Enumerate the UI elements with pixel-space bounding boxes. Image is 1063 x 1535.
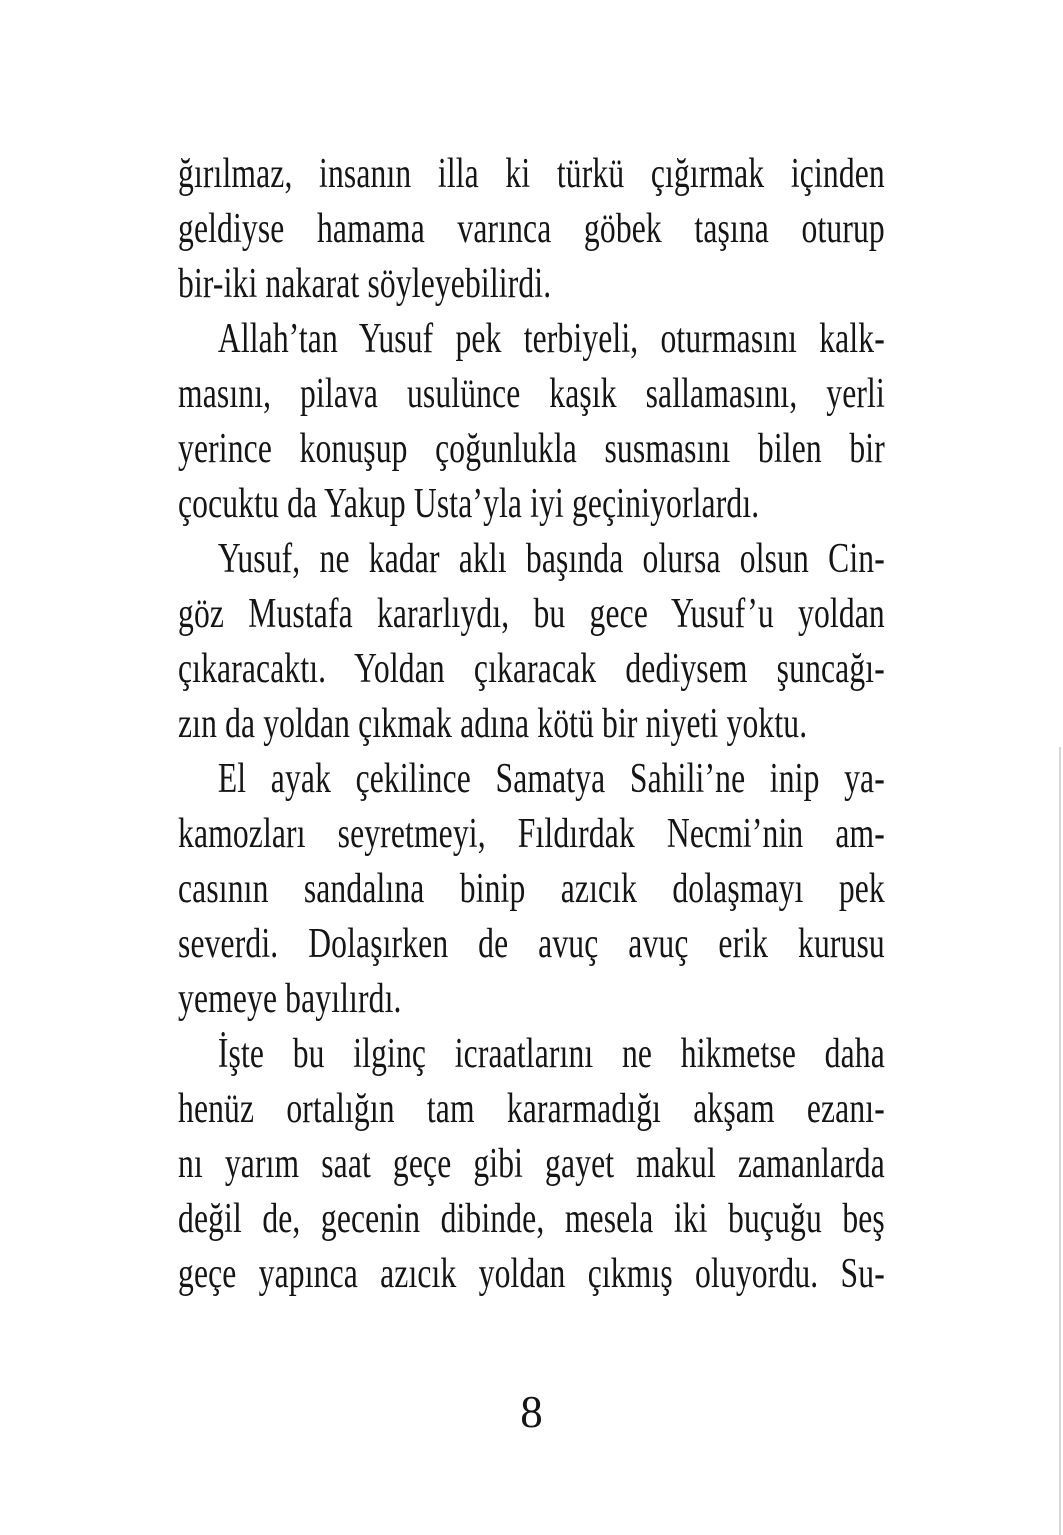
text-line: bir-iki nakarat söyleyebilirdi. [178,261,552,307]
text-line: çıkaracaktı. Yoldan çıkaracak dediysem şuncağı- [178,646,885,692]
text-line: yerince konuşup çoğunlukla susmasını bilen bir [178,426,885,472]
text-line: henüz ortalığın tam kararmadığı akşam ezanı- [178,1086,885,1132]
text-line: casının sandalına binip azıcık dolaşmayı pek [178,866,885,912]
text-line: çocuktu da Yakup Usta’yla iyi geçiniyorlardı. [178,481,760,527]
text-line: El ayak çekilince Samatya Sahili’ne inip ya- [217,756,885,802]
text-line: İşte bu ilginç icraatlarını ne hikmetse daha [217,1031,885,1077]
text-line: Allah’tan Yusuf pek terbiyeli, oturmasını kalk- [217,316,885,362]
text-line: severdi. Dolaşırken de avuç avuç erik kurusu [178,921,885,967]
text-line: göz Mustafa kararlıydı, bu gece Yusuf’u yoldan [178,591,885,637]
page-number: 8 [520,1387,543,1437]
text-line: değil de, gecenin dibinde, mesela iki buçuğu beş [178,1196,885,1242]
page-edge-scan-line [1059,747,1061,1535]
text-line: kamozları seyretmeyi, Fıldırdak Necmi’nin am- [178,811,885,857]
body-text [178,147,885,1302]
text-line: nı yarım saat geçe gibi gayet makul zamanlarda [178,1141,885,1187]
text-line: zın da yoldan çıkmak adına kötü bir niyeti yoktu. [178,701,808,747]
text-line: Yusuf, ne kadar aklı başında olursa olsun Cin- [217,536,885,582]
text-line: yemeye bayılırdı. [178,976,402,1022]
text-line: geçe yapınca azıcık yoldan çıkmış oluyordu. Su- [178,1251,885,1297]
text-line: masını, pilava usulünce kaşık sallamasını, yerli [178,371,885,417]
text-line: geldiyse hamama varınca göbek taşına oturup [178,206,885,252]
text-line: ğırılmaz, insanın illa ki türkü çığırmak içinden [178,151,885,197]
